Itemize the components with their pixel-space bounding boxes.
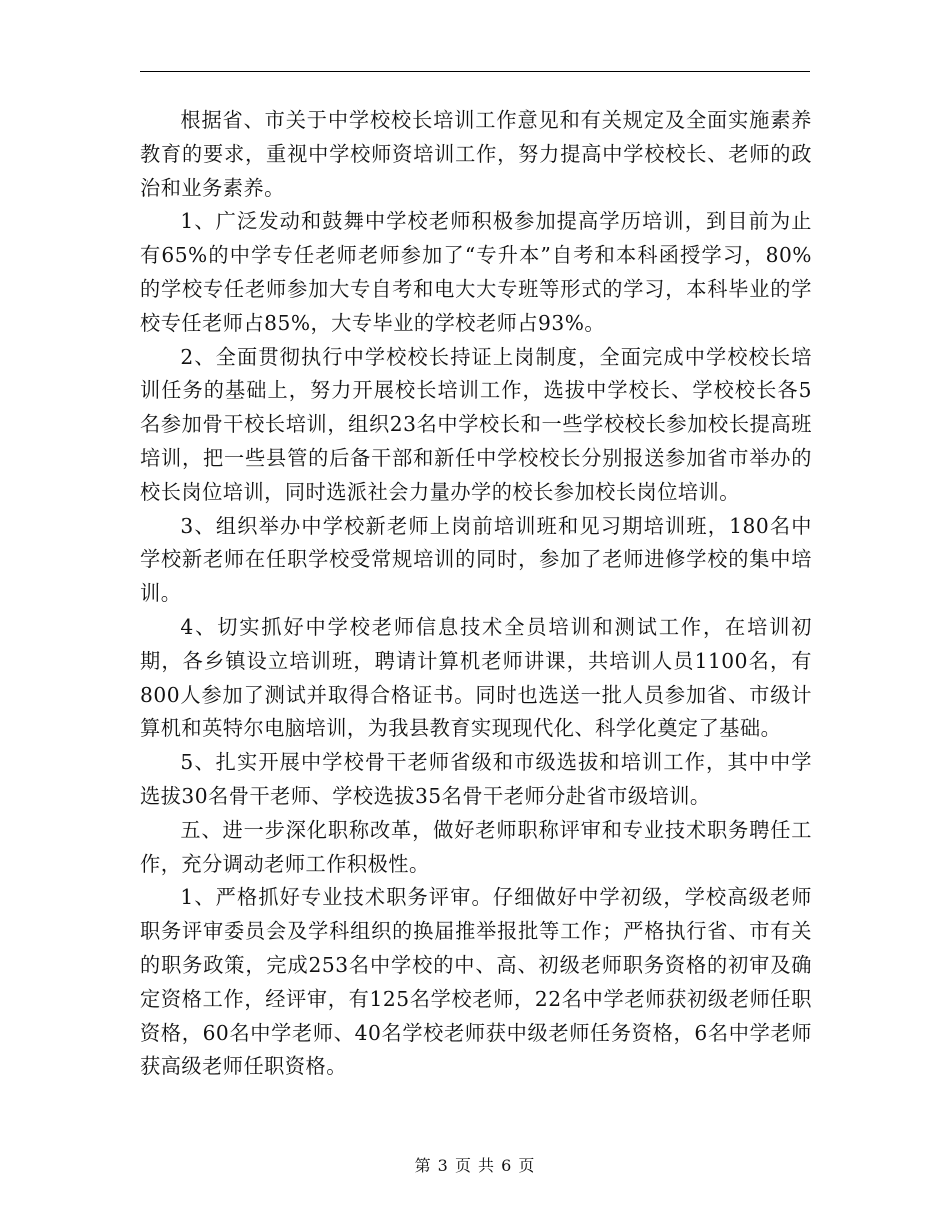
paragraph-intro: 根据省、市关于中学校校长培训工作意见和有关规定及全面实施素养教育的要求，重视中学校师资培训工作，努力提高中学校校长、老师的政治和业务素养。 <box>140 108 812 200</box>
body-text <box>140 104 812 1084</box>
paragraph-item-1: 1、广泛发动和鼓舞中学校老师积极参加提高学历培训，到目前为止有65%的中学专任老师老师参加了“专升本”自考和本科函授学习，80%的学校专任老师参加大专自考和电大大专班等形式的学习，本科毕业的学校专任老师占85%，大专毕业的学校老师占93%。 <box>140 209 812 335</box>
page-number-footer: 第 3 页 共 6 页 <box>414 1156 536 1175</box>
section-heading-5: 五、进一步深化职称改革，做好老师职称评审和专业技术职务聘任工作，充分调动老师工作积极性。 <box>140 817 812 876</box>
paragraph-item-5: 5、扎实开展中学校骨干老师省级和市级选拔和培训工作，其中中学选拔30名骨干老师、学校选拔35名骨干老师分赴省市级培训。 <box>140 750 812 808</box>
paragraph-item-2: 2、全面贯彻执行中学校校长持证上岗制度，全面完成中学校校长培训任务的基础上，努力开展校长培训工作，选拔中学校长、学校校长各5名参加骨干校长培训，组织23名中学校长和一些学校校长参加校长提高班培训，把一些县管的后备干部和新任中学校校长分别报送参加省市举办的校长岗位培训，同时选派社会力量办学的校长参加校长岗位培训。 <box>140 344 812 504</box>
paragraph-item-4: 4、切实抓好中学校老师信息技术全员培训和测试工作，在培训初期，各乡镇设立培训班，聘请计算机老师讲课，共培训人员1100名，有800人参加了测试并取得合格证书。同时也选送一批人员参加省、市级计算机和英特尔电脑培训，为我县教育实现现代化、科学化奠定了基础。 <box>140 614 812 741</box>
paragraph-section5-item-1: 1、严格抓好专业技术职务评审。仔细做好中学初级，学校高级老师职务评审委员会及学科组织的换届推举报批等工作；严格执行省、市有关的职务政策，完成253名中学校的中、高、初级老师职务资格的初审及确定资格工作，经评审，有125名学校老师，22名中学老师获初级老师任职资格，60名中学老师、40名学校老师获中级老师任务资格，6名中学老师获高级老师任职资格。 <box>140 885 812 1079</box>
header-rule <box>140 71 810 72</box>
paragraph-item-3: 3、组织举办中学校新老师上岗前培训班和见习期培训班，180名中学校新老师在任职学校受常规培训的同时，参加了老师进修学校的集中培训。 <box>140 513 812 606</box>
